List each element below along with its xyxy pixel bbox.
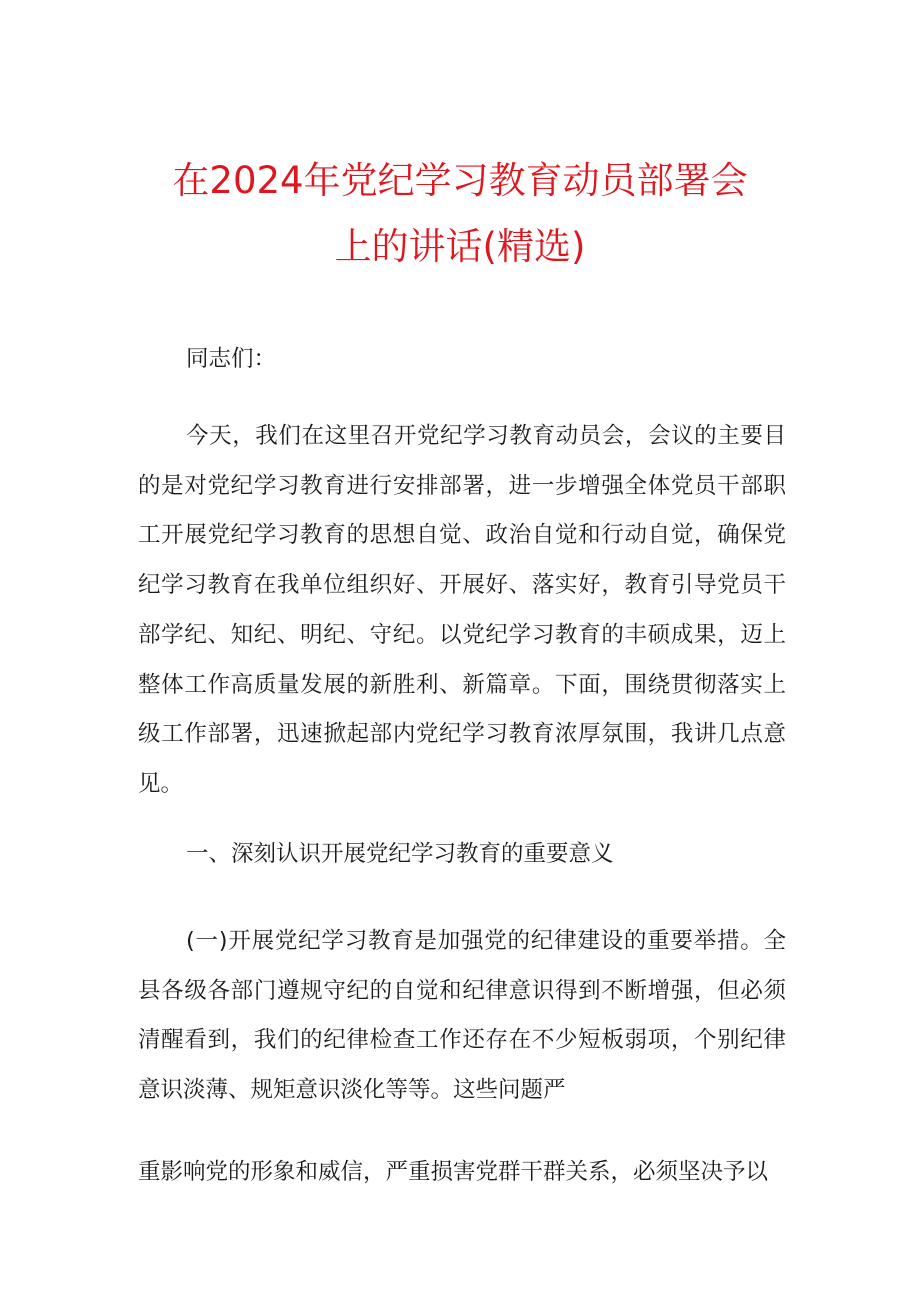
- section-heading-1: 一、深刻认识开展党纪学习教育的重要意义: [186, 841, 614, 867]
- paragraph-subsection-1: (一)开展党纪学习教育是加强党的纪律建设的重要举措。全县各级各部门遵规守纪的自觉和纪律意识得到不断增强，但必须清醒看到，我们的纪律检查工作还存在不少短板弱项，个别纪律意识淡薄、规矩意识淡化等等。这些问题严: [138, 928, 786, 1104]
- greeting: 同志们：: [186, 346, 277, 372]
- document-title: [130, 148, 790, 280]
- document-title-line-1: 在2024年党纪学习教育动员部署会: [172, 159, 748, 202]
- paragraph-continuation: 重影响党的形象和威信，严重损害党群干群关系，必须坚决予以: [138, 1159, 769, 1185]
- document-title-line-2: 上的讲话(精选): [334, 225, 586, 268]
- paragraph-intro: 今天，我们在这里召开党纪学习教育动员会，会议的主要目的是对党纪学习教育进行安排部署，进一步增强全体党员干部职工开展党纪学习教育的思想自觉、政治自觉和行动自觉，确保党纪学习教育在我单位组织好、开展好、落实好，教育引导党员干部学纪、知纪、明纪、守纪。以党纪学习教育的丰硕成果，迈上整体工作高质量发展的新胜利、新篇章。下面，围绕贯彻落实上级工作部署，迅速掀起部内党纪学习教育浓厚氛围，我讲几点意见。: [138, 423, 786, 797]
